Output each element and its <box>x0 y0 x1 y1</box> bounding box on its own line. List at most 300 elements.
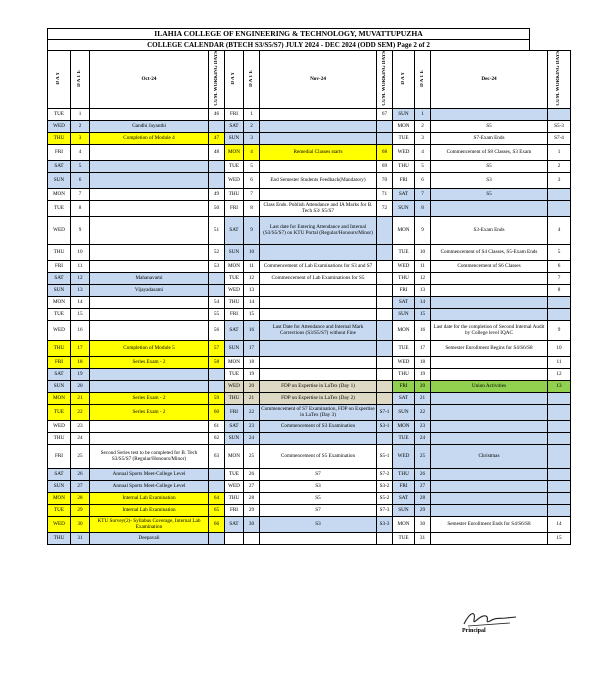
oct-event-cell <box>90 432 209 444</box>
nov-day-cell: SUN <box>225 132 244 144</box>
oct-date-cell: 20 <box>71 380 90 392</box>
oct-cum-cell: 58 <box>209 356 225 368</box>
nov-date-cell: 23 <box>244 420 260 432</box>
dec-date-cell: 23 <box>415 420 431 432</box>
nov-day-cell: SAT <box>225 216 244 244</box>
oct-cum-cell <box>209 172 225 188</box>
oct-date-cell: 30 <box>71 516 90 532</box>
nov-date-cell: 13 <box>244 284 260 296</box>
oct-date-cell: 4 <box>71 144 90 160</box>
dec-event-cell <box>431 284 548 296</box>
oct-day-cell: FRI <box>48 444 71 468</box>
nov-cum-cell <box>377 380 393 392</box>
oct-day-cell: WED <box>48 120 71 132</box>
calendar-row <box>48 480 571 492</box>
oct-cum-cell: 53 <box>209 260 225 272</box>
dec-cum-cell: 9 <box>548 320 571 340</box>
oct-event-cell: Gandhi Jayanthi <box>90 120 209 132</box>
oct-event-cell: Series Exam - 2 <box>90 356 209 368</box>
oct-day-header: D A Y <box>48 51 71 109</box>
oct-date-cell: 15 <box>71 308 90 320</box>
dec-day-cell: WED <box>393 260 415 272</box>
calendar-row <box>48 160 571 172</box>
oct-cum-cell <box>209 160 225 172</box>
dec-cum-cell <box>548 468 571 480</box>
dec-date-cell: 13 <box>415 284 431 296</box>
oct-date-cell: 25 <box>71 444 90 468</box>
nov-day-cell: TUE <box>225 368 244 380</box>
nov-cum-cell: S7-2 <box>377 468 393 480</box>
nov-event-cell: Commencement of S7 Examination, FDP on Expertise in LaTex (Day 3) <box>261 406 375 419</box>
calendar-row <box>48 380 571 392</box>
calendar-row <box>48 244 571 260</box>
oct-day-cell: WED <box>48 320 71 340</box>
oct-event-cell <box>90 108 209 120</box>
nov-cum-cell: 70 <box>377 172 393 188</box>
oct-cum-cell <box>209 120 225 132</box>
nov-cum-cell <box>377 120 393 132</box>
nov-day-cell: TUE <box>225 272 244 284</box>
dec-date-cell: 22 <box>415 404 431 420</box>
oct-date-cell: 11 <box>71 260 90 272</box>
dec-day-cell: SUN <box>393 308 415 320</box>
nov-date-cell: 7 <box>244 188 260 200</box>
oct-day-cell: TUE <box>48 308 71 320</box>
nov-date-cell: 27 <box>244 480 260 492</box>
dec-event-cell: S3 <box>431 172 548 188</box>
oct-event-cell: Vijayadasami <box>90 284 209 296</box>
calendar-row <box>48 492 571 504</box>
dec-cum-cell <box>548 188 571 200</box>
calendar-row <box>48 444 571 468</box>
dec-day-cell: TUE <box>393 432 415 444</box>
nov-event-cell <box>260 356 377 368</box>
oct-event-cell: Series Exam - 2 <box>90 392 209 404</box>
principal-label: Principal <box>462 628 486 634</box>
nov-cum-cell: 67 <box>377 108 393 120</box>
dec-cum-cell <box>548 296 571 308</box>
dec-day-cell: SUN <box>393 404 415 420</box>
oct-event-cell: Series Exam - 2 <box>90 404 209 420</box>
nov-day-cell: SAT <box>225 320 244 340</box>
dec-date-cell: 29 <box>415 504 431 516</box>
calendar-row <box>48 216 571 244</box>
nov-date-cell: 25 <box>244 444 260 468</box>
oct-cum-cell: 65 <box>209 504 225 516</box>
dec-cum-cell: 13 <box>548 380 571 392</box>
nov-day-cell: WED <box>225 380 244 392</box>
nov-day-cell: MON <box>225 144 244 160</box>
dec-day-cell: FRI <box>393 380 415 392</box>
dec-day-cell: SAT <box>393 392 415 404</box>
nov-date-header: D A T E <box>244 51 260 109</box>
oct-cum-cell <box>209 468 225 480</box>
oct-date-cell: 1 <box>71 108 90 120</box>
oct-date-cell: 7 <box>71 188 90 200</box>
calendar-row <box>48 200 571 216</box>
oct-event-cell: Internal Lab Examination <box>90 504 209 516</box>
oct-cum-cell: 46 <box>209 108 225 120</box>
oct-event-cell: Annual Sports Meet-College Level <box>90 480 209 492</box>
dec-date-cell: 19 <box>415 368 431 380</box>
nov-day-cell: FRI <box>225 200 244 216</box>
calendar-row <box>48 392 571 404</box>
nov-cum-cell <box>377 296 393 308</box>
dec-month-header: Dec-24 <box>431 51 548 109</box>
nov-day-cell: SAT <box>225 516 244 532</box>
oct-event-cell <box>90 200 209 216</box>
oct-day-cell: FRI <box>48 144 71 160</box>
oct-day-cell: SAT <box>48 368 71 380</box>
dec-event-cell <box>431 432 548 444</box>
nov-cum-cell <box>377 216 393 244</box>
dec-event-cell: Commencement of S4 Classes, S5-Exam Ends <box>431 244 548 260</box>
dec-event-cell: Commencement of S8 Classes, S3 Exam <box>431 144 548 160</box>
oct-cum-cell: 59 <box>209 392 225 404</box>
calendar-row <box>48 420 571 432</box>
dec-day-cell: MON <box>393 120 415 132</box>
nov-date-cell: 29 <box>244 504 260 516</box>
dec-cum-cell <box>548 444 571 468</box>
calendar-row <box>48 320 571 340</box>
nov-date-cell: 10 <box>244 244 260 260</box>
dec-date-cell: 8 <box>415 200 431 216</box>
nov-day-header: D A Y <box>225 51 244 109</box>
dec-event-cell <box>431 468 548 480</box>
nov-day-cell: FRI <box>225 308 244 320</box>
dec-day-cell: MON <box>393 516 415 532</box>
oct-event-cell <box>90 260 209 272</box>
dec-cum-cell: 12 <box>548 368 571 380</box>
oct-event-cell: Internal Lab Examination <box>90 492 209 504</box>
oct-date-cell: 12 <box>71 272 90 284</box>
calendar-row <box>48 296 571 308</box>
dec-cum-cell: 14 <box>548 516 571 532</box>
calendar-row <box>48 272 571 284</box>
dec-event-cell: Semester Enrollment Begins for S4/S6/S8 <box>431 340 548 356</box>
oct-cum-cell <box>209 380 225 392</box>
nov-cum-cell <box>377 432 393 444</box>
nov-cum-cell: S5-1 <box>377 444 393 468</box>
oct-day-cell: MON <box>48 188 71 200</box>
dec-day-cell: FRI <box>393 172 415 188</box>
dec-cum-cell: 1 <box>548 144 571 160</box>
nov-cum-cell: 72 <box>377 200 393 216</box>
dec-date-cell: 25 <box>415 444 431 468</box>
dec-cum-cell <box>548 432 571 444</box>
dec-day-cell: THU <box>393 468 415 480</box>
nov-event-cell <box>260 532 377 544</box>
nov-cum-cell <box>377 272 393 284</box>
nov-date-cell: 8 <box>244 200 260 216</box>
dec-event-cell <box>431 308 548 320</box>
nov-date-cell: 20 <box>244 380 260 392</box>
oct-event-cell: Completion of Module 4 <box>90 132 209 144</box>
nov-date-cell: 15 <box>244 308 260 320</box>
nov-cum-cell <box>377 320 393 340</box>
nov-event-cell <box>260 284 377 296</box>
oct-event-cell <box>90 296 209 308</box>
dec-date-cell: 24 <box>415 432 431 444</box>
dec-cum-cell <box>548 392 571 404</box>
dec-event-cell <box>431 108 548 120</box>
nov-day-cell: WED <box>225 480 244 492</box>
nov-event-cell: Last Date for Attendance and Internal Mark Corrections (S3/S5/S7) without Fine <box>260 320 377 340</box>
dec-day-cell: SUN <box>393 200 415 216</box>
oct-date-cell: 18 <box>71 356 90 368</box>
nov-cum-cell <box>377 132 393 144</box>
oct-date-cell: 17 <box>71 340 90 356</box>
oct-date-cell: 6 <box>71 172 90 188</box>
nov-event-cell: S3 <box>260 480 377 492</box>
calendar-row <box>48 356 571 368</box>
dec-day-cell: MON <box>393 216 415 244</box>
dec-date-cell: 1 <box>415 108 431 120</box>
dec-day-header: D A Y <box>393 51 415 109</box>
dec-event-cell <box>431 492 548 504</box>
dec-cum-cell <box>548 308 571 320</box>
dec-event-cell: Christmas <box>431 444 548 468</box>
calendar-title-box <box>47 28 530 50</box>
oct-day-cell: MON <box>48 296 71 308</box>
oct-event-cell: Deepavali <box>90 532 209 544</box>
dec-event-cell: Semester Enrollment Ends for S4/S6/S8 <box>431 516 548 532</box>
calendar-row <box>48 144 571 160</box>
nov-date-cell <box>244 532 260 544</box>
oct-day-cell: TUE <box>48 200 71 216</box>
oct-date-cell: 21 <box>71 392 90 404</box>
oct-cum-cell: 50 <box>209 200 225 216</box>
nov-day-cell: FRI <box>225 504 244 516</box>
oct-day-cell: WED <box>48 420 71 432</box>
dec-cum-cell <box>548 504 571 516</box>
oct-event-cell: Annual Sports Meet-College Level <box>90 468 209 480</box>
dec-event-cell <box>431 504 548 516</box>
dec-date-cell: 20 <box>415 380 431 392</box>
oct-cum-cell: 49 <box>209 188 225 200</box>
oct-day-cell: WED <box>48 216 71 244</box>
nov-event-cell: Commencement of Lab Examinations for S5 <box>260 272 377 284</box>
oct-day-cell: SUN <box>48 380 71 392</box>
dec-date-cell: 28 <box>415 492 431 504</box>
dec-cum-cell: 2 <box>548 160 571 172</box>
oct-cum-cell: 64 <box>209 492 225 504</box>
oct-cum-cell: 57 <box>209 340 225 356</box>
oct-day-cell: SAT <box>48 160 71 172</box>
nov-cum-cell: 71 <box>377 188 393 200</box>
dec-day-cell: THU <box>393 368 415 380</box>
dec-event-cell: Commencement of S6 Classes <box>431 260 548 272</box>
oct-date-cell: 23 <box>71 420 90 432</box>
calendar-row <box>48 432 571 444</box>
oct-event-cell: Mahanavami <box>90 272 209 284</box>
dec-date-cell: 7 <box>415 188 431 200</box>
calendar-row <box>48 468 571 480</box>
calendar-row <box>48 532 571 544</box>
oct-date-cell: 27 <box>71 480 90 492</box>
nov-event-cell <box>260 132 377 144</box>
dec-event-cell <box>431 368 548 380</box>
dec-cum-cell: 10 <box>548 340 571 356</box>
dec-event-cell <box>431 200 548 216</box>
oct-event-cell <box>90 244 209 260</box>
oct-date-cell: 8 <box>71 200 90 216</box>
calendar-table <box>47 50 571 545</box>
dec-date-cell: 14 <box>415 296 431 308</box>
calendar-row <box>48 340 571 356</box>
dec-date-cell: 27 <box>415 480 431 492</box>
oct-day-cell: FRI <box>48 260 71 272</box>
dec-day-cell: MON <box>393 420 415 432</box>
calendar-sheet <box>47 28 564 545</box>
dec-cum-cell <box>548 492 571 504</box>
oct-day-cell: THU <box>48 244 71 260</box>
dec-day-cell: SAT <box>393 188 415 200</box>
college-name: ILAHIA COLLEGE OF ENGINEERING & TECHNOLOGY, MUVATTUPUZHA <box>48 29 529 40</box>
nov-day-cell: SAT <box>225 420 244 432</box>
calendar-row <box>48 172 571 188</box>
oct-event-cell <box>90 308 209 320</box>
oct-cum-cell: 48 <box>209 144 225 160</box>
oct-event-cell <box>90 368 209 380</box>
dec-day-cell: THU <box>393 272 415 284</box>
nov-event-cell: Commencement of S3 Examination <box>260 420 377 432</box>
dec-cum-cell <box>548 480 571 492</box>
nov-cum-cell: S3-3 <box>377 516 393 532</box>
nov-cum-cell <box>377 340 393 356</box>
nov-cum-cell <box>377 392 393 404</box>
dec-date-cell: 6 <box>415 172 431 188</box>
dec-cum-cell <box>548 420 571 432</box>
dec-day-cell: WED <box>393 356 415 368</box>
calendar-row <box>48 120 571 132</box>
nov-month-header: Nov-24 <box>260 51 377 109</box>
oct-date-cell: 29 <box>71 504 90 516</box>
oct-date-cell: 13 <box>71 284 90 296</box>
nov-date-cell: 16 <box>244 320 260 340</box>
dec-event-cell: Last date for the completion of Second Internal Audit by College level IQAC <box>431 320 548 340</box>
nov-event-cell: S3 <box>260 516 377 532</box>
nov-date-cell: 1 <box>244 108 260 120</box>
nov-day-cell: WED <box>225 172 244 188</box>
nov-cum-cell: S5-2 <box>377 492 393 504</box>
oct-event-cell <box>90 380 209 392</box>
nov-day-cell <box>225 532 244 544</box>
dec-date-cell: 9 <box>415 216 431 244</box>
calendar-row <box>48 308 571 320</box>
dec-event-cell <box>431 392 548 404</box>
calendar-row <box>48 260 571 272</box>
dec-date-cell: 17 <box>415 340 431 356</box>
dec-day-cell: THU <box>393 160 415 172</box>
oct-day-cell: SUN <box>48 284 71 296</box>
dec-day-cell: SAT <box>393 492 415 504</box>
dec-cum-cell: S5-3 <box>548 120 571 132</box>
calendar-row <box>48 108 571 120</box>
dec-day-cell: SAT <box>393 296 415 308</box>
dec-cum-cell: 7 <box>548 272 571 284</box>
nov-date-cell: 9 <box>244 216 260 244</box>
oct-cum-cell <box>209 368 225 380</box>
dec-date-cell: 10 <box>415 244 431 260</box>
dec-cum-cell: 4 <box>548 216 571 244</box>
calendar-row <box>48 368 571 380</box>
nov-event-cell <box>260 368 377 380</box>
dec-day-cell: TUE <box>393 340 415 356</box>
nov-day-cell: SUN <box>225 432 244 444</box>
nov-event-cell <box>260 108 377 120</box>
dec-event-cell: S5 <box>431 160 548 172</box>
nov-event-cell: FDP on Expertise in LaTex (Day 2) <box>260 392 377 404</box>
oct-day-cell: TUE <box>48 504 71 516</box>
calendar-row <box>48 132 571 144</box>
oct-event-cell <box>90 216 209 244</box>
dec-day-cell: SUN <box>393 108 415 120</box>
nov-date-cell: 22 <box>244 404 260 420</box>
dec-day-cell: FRI <box>393 480 415 492</box>
nov-cum-cell <box>377 368 393 380</box>
oct-day-cell: THU <box>48 340 71 356</box>
oct-day-cell: MON <box>48 392 71 404</box>
oct-day-cell: SUN <box>48 172 71 188</box>
oct-date-cell: 24 <box>71 432 90 444</box>
oct-date-cell: 5 <box>71 160 90 172</box>
nov-cum-cell <box>377 308 393 320</box>
oct-date-cell: 28 <box>71 492 90 504</box>
oct-date-cell: 10 <box>71 244 90 260</box>
oct-day-cell: TUE <box>48 108 71 120</box>
dec-cum-cell: 6 <box>548 260 571 272</box>
nov-cum-cell: 69 <box>377 160 393 172</box>
dec-cum-cell <box>548 108 571 120</box>
dec-date-cell: 16 <box>415 320 431 340</box>
oct-day-cell: SUN <box>48 480 71 492</box>
nov-date-cell: 17 <box>244 340 260 356</box>
dec-date-cell: 3 <box>415 132 431 144</box>
nov-cum-cell: S7-3 <box>377 504 393 516</box>
dec-cum-cell: 5 <box>548 244 571 260</box>
oct-day-cell: SAT <box>48 272 71 284</box>
dec-event-cell <box>431 532 548 544</box>
oct-event-cell: Second Series test to be completed for B. Tech S3/S5/S7 (Regular/Honours/Minor) <box>90 444 209 468</box>
calendar-row <box>48 284 571 296</box>
oct-cum-cell: 63 <box>209 444 225 468</box>
nov-date-cell: 14 <box>244 296 260 308</box>
oct-day-cell: FRI <box>48 356 71 368</box>
calendar-title: COLLEGE CALENDAR (BTECH S3/S5/S7) JULY 2024 - DEC 2024 (ODD SEM) Page 2 of 2 <box>147 41 430 49</box>
dec-event-cell <box>431 296 548 308</box>
nov-date-cell: 12 <box>244 272 260 284</box>
dec-event-cell <box>431 272 548 284</box>
oct-cum-cell <box>209 480 225 492</box>
nov-date-cell: 3 <box>244 132 260 144</box>
nov-day-cell: SUN <box>225 340 244 356</box>
nov-cum-cell <box>377 356 393 368</box>
nov-event-cell: Remedial Classes starts <box>260 144 377 160</box>
oct-date-cell: 19 <box>71 368 90 380</box>
oct-date-cell: 2 <box>71 120 90 132</box>
dec-cum-cell: 15 <box>548 532 571 544</box>
oct-event-cell <box>90 420 209 432</box>
oct-day-cell: THU <box>48 132 71 144</box>
nov-date-cell: 28 <box>244 492 260 504</box>
nov-cum-cell: 68 <box>377 144 393 160</box>
dec-date-cell: 21 <box>415 392 431 404</box>
dec-date-cell: 26 <box>415 468 431 480</box>
dec-cum-cell: 8 <box>548 284 571 296</box>
dec-event-cell <box>431 480 548 492</box>
nov-event-cell: S7 <box>260 468 377 480</box>
